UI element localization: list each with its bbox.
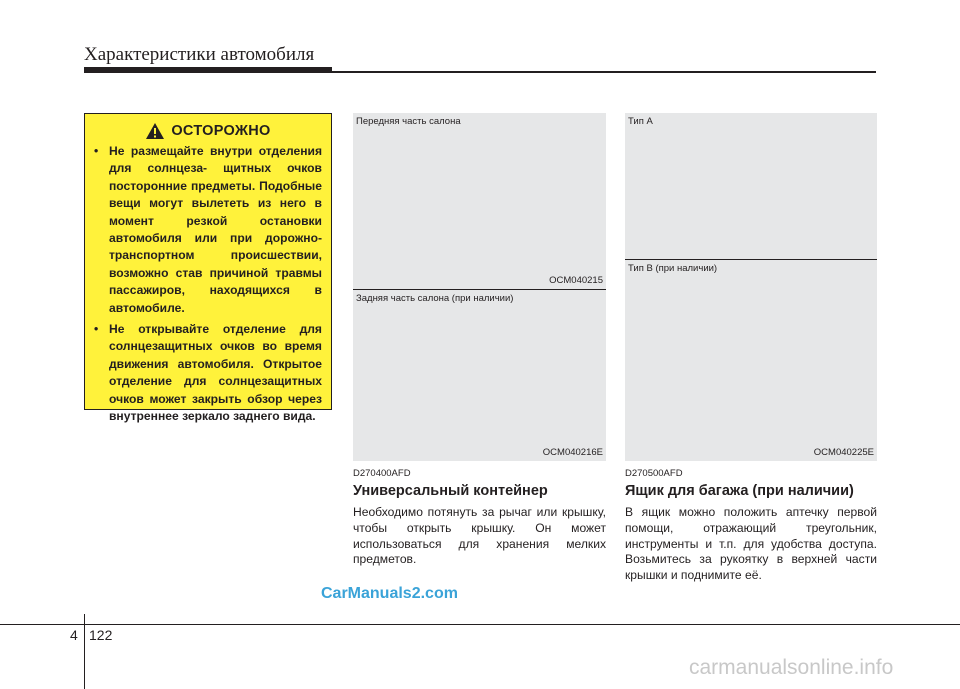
figure-code: OCM040215	[549, 275, 603, 286]
section-code: D270400AFD	[353, 468, 411, 479]
warning-item	[94, 143, 322, 317]
watermark-link[interactable]: CarManuals2.com	[321, 585, 458, 602]
warning-triangle-icon	[145, 122, 165, 140]
figure-rear-interior	[353, 290, 606, 461]
warning-list	[94, 143, 322, 426]
figure-type-b	[625, 260, 877, 461]
footer-watermark-url[interactable]: carmanualsonline.info	[689, 656, 894, 679]
header-rule	[84, 71, 876, 73]
footer-rule	[0, 624, 960, 625]
bullet-icon: •	[94, 322, 99, 337]
section-heading: Ящик для багажа (при наличии)	[625, 483, 854, 499]
figure-front-interior	[353, 113, 606, 289]
figure-caption: Задняя часть салона (при наличии)	[356, 293, 514, 304]
figure-type-a	[625, 113, 877, 259]
warning-item-text: Не открывайте отделение для солнцезащитных очков во время движения автомобиля. Открытое отделение для солнцезащитных очков может закрыть обзор через внутреннее зеркало заднего вида.	[109, 322, 322, 424]
warning-item	[94, 321, 322, 425]
warning-title: ОСТОРОЖНО	[171, 123, 271, 139]
warning-box	[84, 113, 332, 424]
chapter-number: 4	[70, 627, 78, 643]
page-number: 122	[89, 627, 113, 643]
warning-header	[94, 122, 322, 140]
warning-item-text: Не размещайте внутри отделения для солнцеза- щитных очков посторонние предметы. Подобные вещи могут вылететь из него в момент резкой остановки автомобиля или при дорожно-транспортном происшествии, возможно став причиной травмы пассажиров, находящихся в автомобиле.	[109, 144, 322, 315]
bullet-icon: •	[94, 144, 99, 158]
section-heading: Универсальный контейнер	[353, 483, 548, 499]
figure-caption: Передняя часть салона	[356, 116, 461, 127]
section-code: D270500AFD	[625, 468, 683, 479]
figure-caption: Тип A	[628, 116, 653, 127]
figure-caption: Тип B (при наличии)	[628, 263, 718, 274]
figure-code: OCM040216E	[542, 447, 603, 458]
figure-code: OCM040225E	[813, 447, 874, 458]
section-body: В ящик можно положить аптечку первой помощи, отражающий треугольник, инструменты и т.п. для удобства доступа. Возьмитесь за рукоятку в верхней части крышки и поднимите её.	[625, 505, 877, 583]
footer-separator	[84, 614, 85, 689]
page-header-title: Характеристики автомобиля	[84, 44, 315, 65]
section-body: Необходимо потянуть за рычаг или крышку, чтобы открыть крышку. Он может использоваться для хранения мелких предметов.	[353, 505, 606, 567]
